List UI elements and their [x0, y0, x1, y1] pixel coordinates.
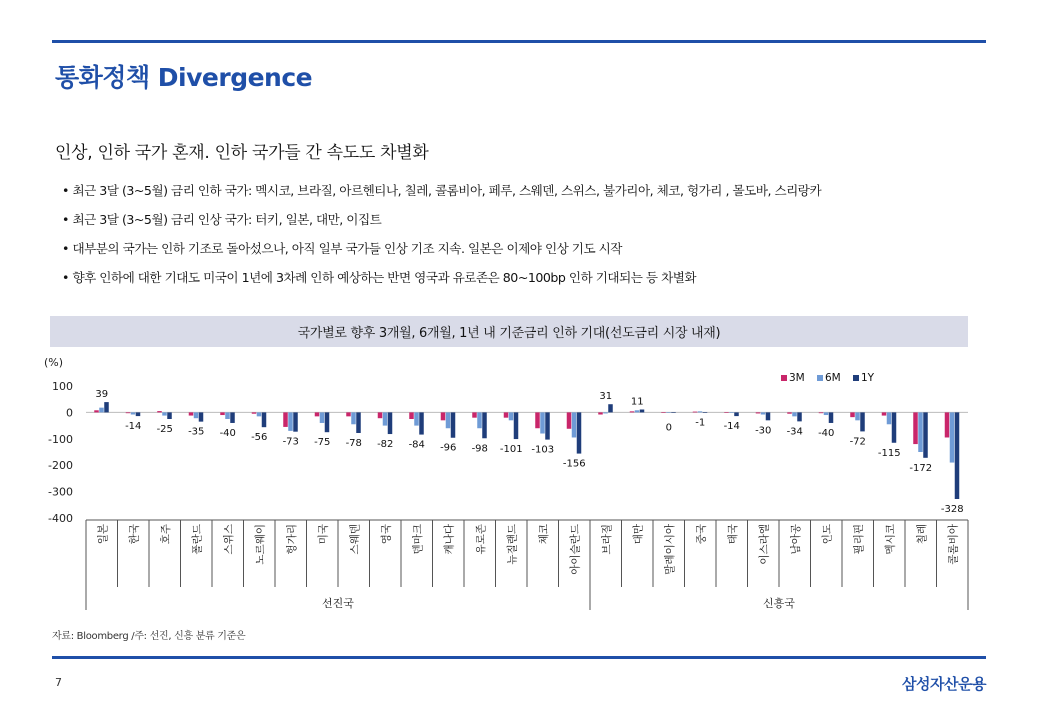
data-label: -30 — [755, 425, 772, 437]
page-subtitle: 인상, 인하 국가 혼재. 인하 국가들 간 속도도 차별화 — [55, 143, 429, 163]
bar-1y — [482, 412, 487, 438]
bar-1y — [860, 412, 865, 431]
group-label: 선진국 — [322, 597, 354, 610]
category-label: 한국 — [128, 524, 141, 545]
bar-3m — [724, 412, 729, 413]
bar-3m — [315, 412, 320, 416]
bar-1y — [514, 412, 519, 439]
data-label: -40 — [219, 427, 236, 439]
y-tick-label: -100 — [48, 432, 73, 446]
category-label: 영국 — [380, 524, 393, 545]
bar-1y — [262, 412, 267, 427]
category-label: 필리핀 — [852, 524, 865, 555]
category-label: 중국 — [695, 524, 708, 545]
bar-6m — [225, 412, 230, 419]
bar-3m — [157, 411, 162, 412]
bar-6m — [99, 408, 104, 413]
category-label: 덴마크 — [411, 524, 424, 555]
bar-1y — [923, 412, 928, 457]
bar-6m — [918, 412, 923, 452]
bar-6m — [320, 412, 325, 423]
bar-3m — [409, 412, 414, 419]
bar-1y — [671, 412, 676, 413]
data-label: -103 — [531, 444, 555, 456]
bar-6m — [257, 412, 262, 416]
bar-1y — [640, 409, 645, 412]
bar-6m — [729, 412, 734, 413]
bar-1y — [419, 412, 424, 434]
bar-3m — [598, 412, 603, 414]
category-label: 스위스 — [222, 524, 235, 555]
bar-6m — [950, 412, 955, 462]
category-label: 유로존 — [474, 524, 487, 555]
category-label: 이스라엘 — [758, 524, 771, 565]
bar-1y — [199, 412, 204, 421]
data-label: -75 — [314, 437, 331, 449]
category-label: 뉴질랜드 — [506, 524, 519, 565]
brand-logo: 삼성자산운용 — [902, 675, 986, 693]
data-label: 0 — [665, 422, 672, 434]
bar-1y — [892, 412, 897, 442]
data-label: -328 — [940, 503, 964, 515]
bar-3m — [535, 412, 540, 428]
category-label: 노르웨이 — [254, 524, 267, 565]
bar-1y — [451, 412, 456, 437]
bar-6m — [509, 412, 514, 420]
data-label: -73 — [282, 436, 299, 448]
bar-1y — [325, 412, 330, 432]
legend-swatch — [817, 375, 823, 381]
data-label: -14 — [723, 421, 740, 433]
top-divider — [52, 40, 986, 43]
category-label: 말레이시아 — [663, 524, 676, 575]
legend-swatch — [853, 375, 859, 381]
bar-1y — [104, 402, 109, 412]
bar-6m — [446, 412, 451, 428]
data-label: 39 — [95, 389, 109, 401]
bar-3m — [472, 412, 477, 417]
bar-3m — [504, 412, 509, 417]
bar-6m — [131, 412, 136, 414]
group-label: 신흥국 — [763, 597, 795, 610]
y-tick-label: 100 — [52, 380, 73, 393]
category-label: 브라질 — [600, 524, 613, 555]
bar-6m — [855, 412, 860, 420]
category-label: 멕시코 — [884, 524, 897, 555]
bar-6m — [887, 412, 892, 424]
category-label: 헝가리 — [285, 524, 298, 555]
bar-6m — [635, 410, 640, 412]
bar-3m — [283, 412, 288, 427]
bar-3m — [378, 412, 383, 418]
bar-1y — [608, 404, 613, 412]
bullet-list — [62, 176, 821, 292]
bar-3m — [693, 412, 698, 413]
bar-6m — [288, 412, 293, 430]
bar-3m — [189, 412, 194, 415]
page-title: 통화정책 Divergence — [55, 63, 313, 92]
data-label: -14 — [125, 421, 142, 433]
category-label: 스웨덴 — [348, 524, 361, 555]
bar-6m — [572, 412, 577, 437]
bar-6m — [761, 412, 766, 414]
y-tick-label: -200 — [48, 459, 73, 473]
bar-6m — [540, 412, 545, 433]
data-label: -98 — [471, 443, 488, 455]
legend-label: 1Y — [861, 372, 875, 384]
bar-1y — [545, 412, 550, 439]
category-label: 남아공 — [789, 524, 802, 555]
bar-6m — [603, 412, 608, 413]
legend-label: 6M — [825, 372, 841, 384]
category-label: 캐나다 — [443, 524, 456, 555]
bar-3m — [945, 412, 950, 437]
bar-6m — [666, 412, 671, 413]
bar-1y — [230, 412, 235, 423]
bar-1y — [703, 412, 708, 413]
page-number: 7 — [55, 676, 62, 689]
bar-1y — [797, 412, 802, 421]
bottom-divider — [52, 656, 986, 659]
data-label: 11 — [630, 396, 644, 408]
category-label: 인도 — [821, 524, 834, 545]
bullet-item: • 최근 3달 (3~5월) 금리 인상 국가: 터키, 일본, 대만, 이집트 — [62, 205, 821, 234]
bar-1y — [955, 412, 960, 499]
bar-3m — [346, 412, 351, 416]
category-label: 일본 — [96, 524, 109, 545]
legend-label: 3M — [789, 372, 805, 384]
category-label: 칠레 — [915, 524, 928, 545]
bar-1y — [766, 412, 771, 420]
category-label: 콜롬비아 — [947, 524, 960, 565]
bar-6m — [414, 412, 419, 425]
bar-6m — [162, 412, 167, 415]
bar-3m — [756, 412, 761, 413]
bar-6m — [698, 411, 703, 412]
bar-6m — [792, 412, 797, 416]
bullet-item: • 최근 3달 (3~5월) 금리 인하 국가: 멕시코, 브라질, 아르헨티나, 칠레, 콜롬비아, 페루, 스웨덴, 스위스, 불가리아, 체코, 헝가리 , 몰도바, 스리랑카 — [62, 176, 821, 205]
legend-swatch — [781, 375, 787, 381]
data-label: -25 — [156, 424, 173, 435]
bar-1y — [167, 412, 172, 419]
bar-3m — [850, 412, 855, 417]
rate-cut-chart — [0, 350, 1040, 620]
data-label: -96 — [440, 442, 457, 454]
category-label: 체코 — [537, 524, 550, 545]
bar-3m — [630, 411, 635, 412]
data-label: -115 — [877, 447, 901, 459]
data-label: 31 — [599, 391, 613, 403]
bar-3m — [913, 412, 918, 444]
bar-1y — [293, 412, 298, 431]
data-label: -172 — [909, 462, 933, 474]
y-tick-label: -400 — [48, 512, 73, 525]
source-note: 자료: Bloomberg /주: 선진, 신흥 분류 기준은 — [52, 631, 246, 642]
category-label: 아이슬란드 — [569, 524, 582, 575]
bar-3m — [220, 412, 225, 415]
data-label: -35 — [188, 426, 205, 438]
y-unit-label: (%) — [44, 356, 64, 369]
y-tick-label: 0 — [66, 406, 73, 420]
chart-header: 국가별로 향후 3개월, 6개월, 1년 내 기준금리 인하 기대(선도금리 시장 내재) — [50, 316, 968, 347]
data-label: -72 — [849, 436, 866, 448]
bar-3m — [126, 412, 131, 413]
data-label: -82 — [377, 439, 394, 451]
bar-1y — [734, 412, 739, 416]
data-label: -84 — [408, 439, 425, 451]
bar-1y — [829, 412, 834, 423]
y-tick-label: -300 — [48, 485, 73, 499]
bar-1y — [356, 412, 361, 433]
bar-6m — [351, 412, 356, 424]
data-label: -34 — [786, 426, 803, 438]
category-label: 폴란드 — [191, 524, 204, 555]
data-label: -101 — [499, 444, 523, 456]
category-label: 미국 — [317, 524, 330, 545]
data-label: -40 — [818, 427, 835, 439]
bullet-item: • 향후 인하에 대한 기대도 미국이 1년에 3차례 인하 예상하는 반면 영국과 유로존은 80~100bp 인하 기대되는 등 차별화 — [62, 263, 821, 292]
bar-3m — [819, 412, 824, 413]
bar-3m — [94, 410, 99, 412]
bullet-item: • 대부분의 국가는 인하 기조로 돌아섰으나, 아직 일부 국가들 인상 기조 지속. 일본은 이제야 인상 기도 시작 — [62, 234, 821, 263]
bar-3m — [567, 412, 572, 428]
data-label: -1 — [695, 417, 706, 429]
bar-1y — [388, 412, 393, 434]
category-label: 태국 — [726, 524, 739, 545]
bar-3m — [882, 412, 887, 415]
bar-1y — [577, 412, 582, 453]
bar-6m — [383, 412, 388, 425]
bar-1y — [136, 412, 141, 416]
bar-6m — [824, 412, 829, 415]
bar-3m — [252, 412, 257, 413]
bar-3m — [787, 412, 792, 413]
category-label: 호주 — [159, 524, 172, 545]
data-label: -156 — [562, 458, 586, 470]
data-label: -78 — [345, 437, 362, 449]
bar-3m — [441, 412, 446, 420]
bar-3m — [661, 412, 666, 413]
bar-6m — [477, 412, 482, 428]
bar-6m — [194, 412, 199, 418]
category-label: 대만 — [632, 524, 645, 545]
data-label: -56 — [251, 432, 268, 444]
